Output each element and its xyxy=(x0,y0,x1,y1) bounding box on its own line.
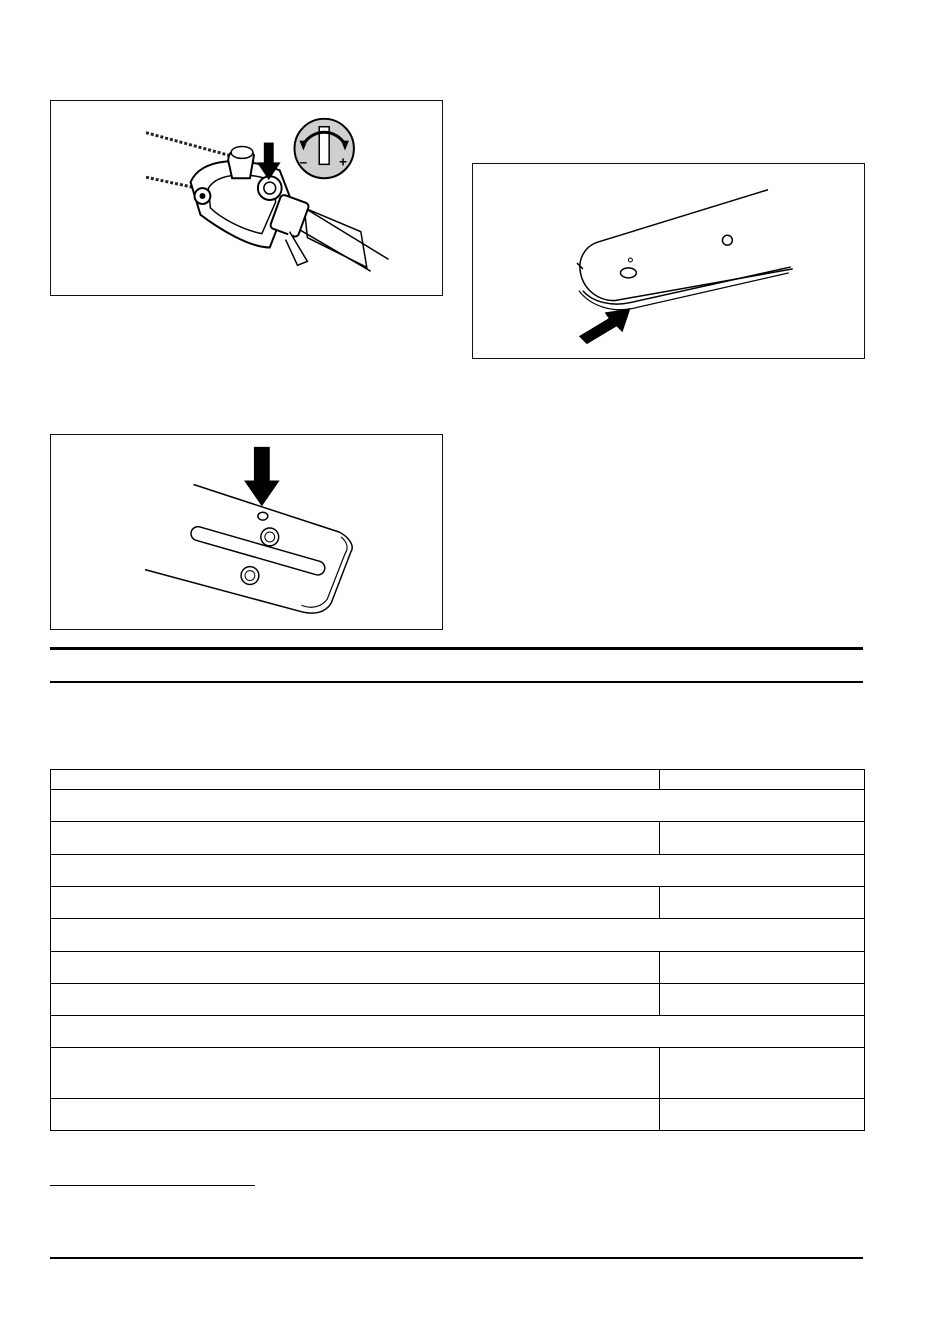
maintenance-table xyxy=(50,769,865,1131)
table-row xyxy=(51,1099,865,1131)
item-value-cell xyxy=(660,822,865,855)
item-value-cell xyxy=(660,1099,865,1131)
item-label-cell xyxy=(51,952,660,984)
table-row xyxy=(51,984,865,1016)
table-row xyxy=(51,952,865,984)
section-label-cell xyxy=(51,1016,865,1048)
section-label-cell xyxy=(51,919,865,952)
footer-rule xyxy=(50,1257,863,1259)
table-section-row xyxy=(51,855,865,887)
figure-bar-oil-hole xyxy=(50,434,443,630)
bar-oil-hole-illustration xyxy=(51,435,442,629)
item-label-cell xyxy=(51,770,660,790)
item-value-cell xyxy=(660,984,865,1016)
section-bottom-rule xyxy=(50,681,863,683)
item-value-cell xyxy=(660,1048,865,1099)
table-section-row xyxy=(51,1016,865,1048)
figure-chain-tension xyxy=(50,100,443,296)
section-top-rule xyxy=(50,647,863,650)
down-arrow-icon xyxy=(244,447,280,506)
section-label-cell xyxy=(51,855,865,887)
item-label-cell xyxy=(51,984,660,1016)
table-row xyxy=(51,1048,865,1099)
table-section-row xyxy=(51,919,865,952)
section-label-cell xyxy=(51,790,865,822)
item-label-cell xyxy=(51,1048,660,1099)
maintenance-table-body xyxy=(51,770,865,1131)
item-value-cell xyxy=(660,887,865,919)
chain-tension-illustration xyxy=(51,101,442,295)
item-value-cell xyxy=(660,770,865,790)
plus-sign: + xyxy=(339,153,348,170)
arrow-icon xyxy=(579,309,630,345)
item-label-cell xyxy=(51,887,660,919)
minus-sign: – xyxy=(299,153,308,170)
table-section-row xyxy=(51,790,865,822)
table-row xyxy=(51,887,865,919)
table-row xyxy=(51,822,865,855)
footnote-rule xyxy=(50,1185,255,1186)
bar-tip-illustration xyxy=(473,164,864,358)
item-value-cell xyxy=(660,952,865,984)
rotation-dial-icon xyxy=(295,119,354,178)
item-label-cell xyxy=(51,822,660,855)
figure-bar-tip xyxy=(472,163,865,359)
item-label-cell xyxy=(51,1099,660,1131)
table-row xyxy=(51,770,865,790)
